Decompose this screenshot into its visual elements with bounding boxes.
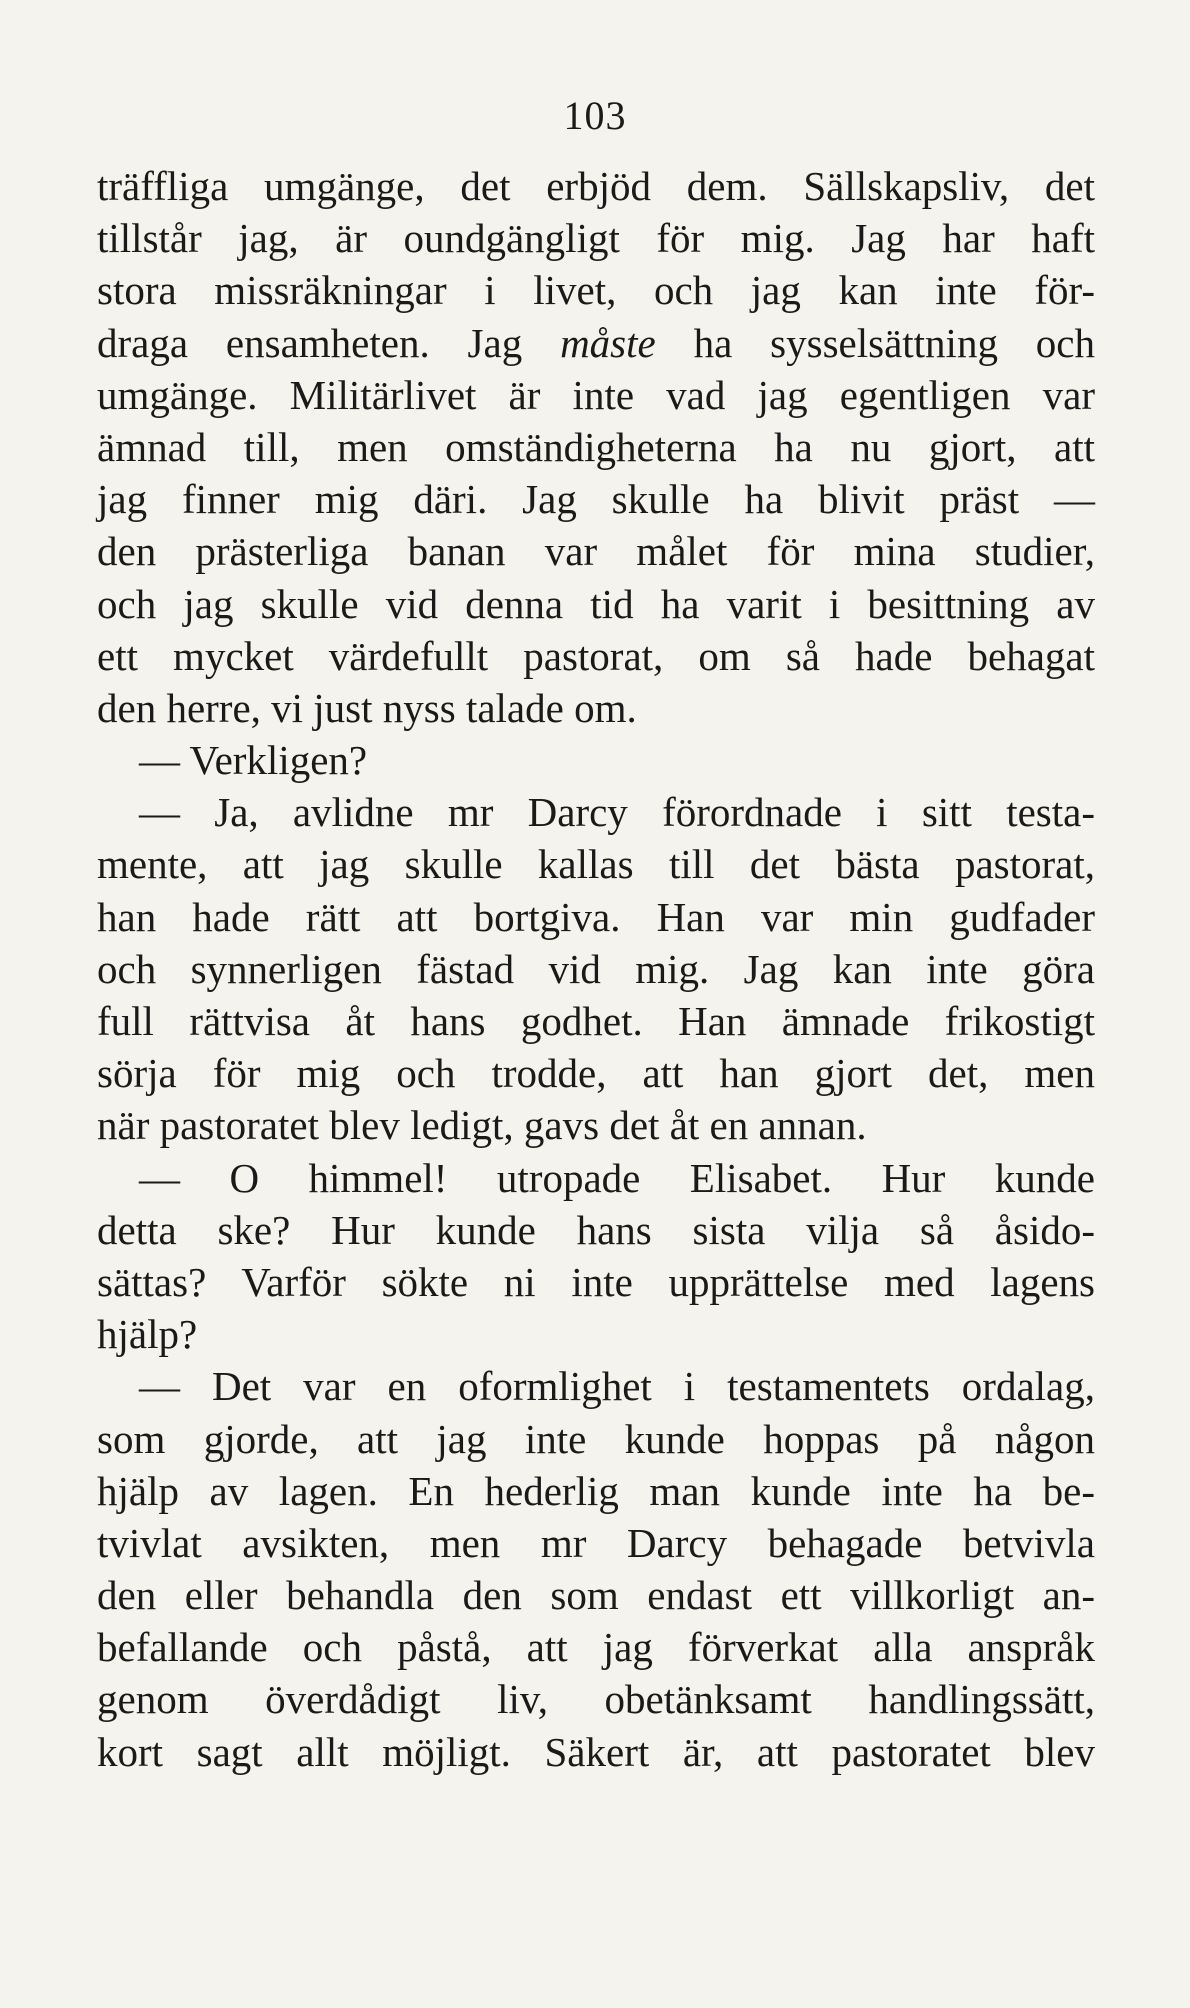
text-line: han hade rätt att bortgiva. Han var min gudfader <box>97 893 1095 940</box>
text-line: — Ja, avlidne mr Darcy förordnade i sitt testa- <box>139 789 1095 836</box>
text-line: — O himmel! utropade Elisabet. Hur kunde <box>139 1154 1095 1201</box>
text-segment: draga ensamheten. Jag <box>97 319 561 366</box>
text-line: ämnad till, men omständigheterna ha nu gjort, att <box>97 423 1095 470</box>
text-segment: ha sysselsättning och <box>655 319 1095 366</box>
text-line: och synnerligen fästad vid mig. Jag kan inte göra <box>97 945 1095 992</box>
text-line: genom överdådigt liv, obetänksamt handlingssätt, <box>97 1676 1095 1723</box>
text-line: sörja för mig och trodde, att han gjort det, men <box>97 1050 1095 1097</box>
text-line: som gjorde, att jag inte kunde hoppas på någon <box>97 1415 1095 1462</box>
text-line: kort sagt allt möjligt. Säkert är, att pastoratet blev <box>97 1728 1095 1775</box>
text-line: den herre, vi just nyss talade om. <box>97 684 637 731</box>
text-line: den prästerliga banan var målet för mina studier, <box>97 528 1095 575</box>
text-line: hjälp av lagen. En hederlig man kunde inte ha be- <box>97 1467 1095 1514</box>
text-line: umgänge. Militärlivet är inte vad jag egentligen var <box>97 371 1095 418</box>
text-line: träffliga umgänge, det erbjöd dem. Sällskapsliv, det <box>97 163 1095 209</box>
text-line: befallande och påstå, att jag förverkat alla anspråk <box>97 1624 1095 1671</box>
text-line: full rättvisa åt hans godhet. Han ämnade frikostigt <box>97 998 1095 1044</box>
text-line: stora missräkningar i livet, och jag kan inte för- <box>97 267 1095 314</box>
text-line: när pastoratet blev ledigt, gavs det åt en annan. <box>97 1102 867 1149</box>
text-line: och jag skulle vid denna tid ha varit i besittning av <box>97 580 1095 627</box>
text-line: mente, att jag skulle kallas till det bästa pastorat, <box>97 841 1095 888</box>
text-line: hjälp? <box>97 1311 198 1358</box>
body-text <box>97 160 1095 1778</box>
text-line: — Verkligen? <box>139 737 368 784</box>
text-line: tillstår jag, är oundgängligt för mig. Jag har haft <box>97 215 1095 262</box>
text-line: sättas? Varför sökte ni inte upprättelse med lagens <box>97 1258 1095 1305</box>
text-line: detta ske? Hur kunde hans sista vilja så åsido- <box>97 1206 1095 1253</box>
italic-word: måste <box>560 319 656 366</box>
text-line <box>97 317 1095 369</box>
text-line: jag finner mig däri. Jag skulle ha blivit präst — <box>97 476 1095 523</box>
text-line: ett mycket värdefullt pastorat, om så hade behagat <box>97 632 1095 679</box>
page-number: 103 <box>563 93 627 138</box>
text-line: tvivlat avsikten, men mr Darcy behagade betvivla <box>97 1519 1095 1566</box>
text-line: den eller behandla den som endast ett villkorligt an- <box>97 1572 1095 1619</box>
text-line: — Det var en oformlighet i testamentets ordalag, <box>139 1363 1095 1410</box>
